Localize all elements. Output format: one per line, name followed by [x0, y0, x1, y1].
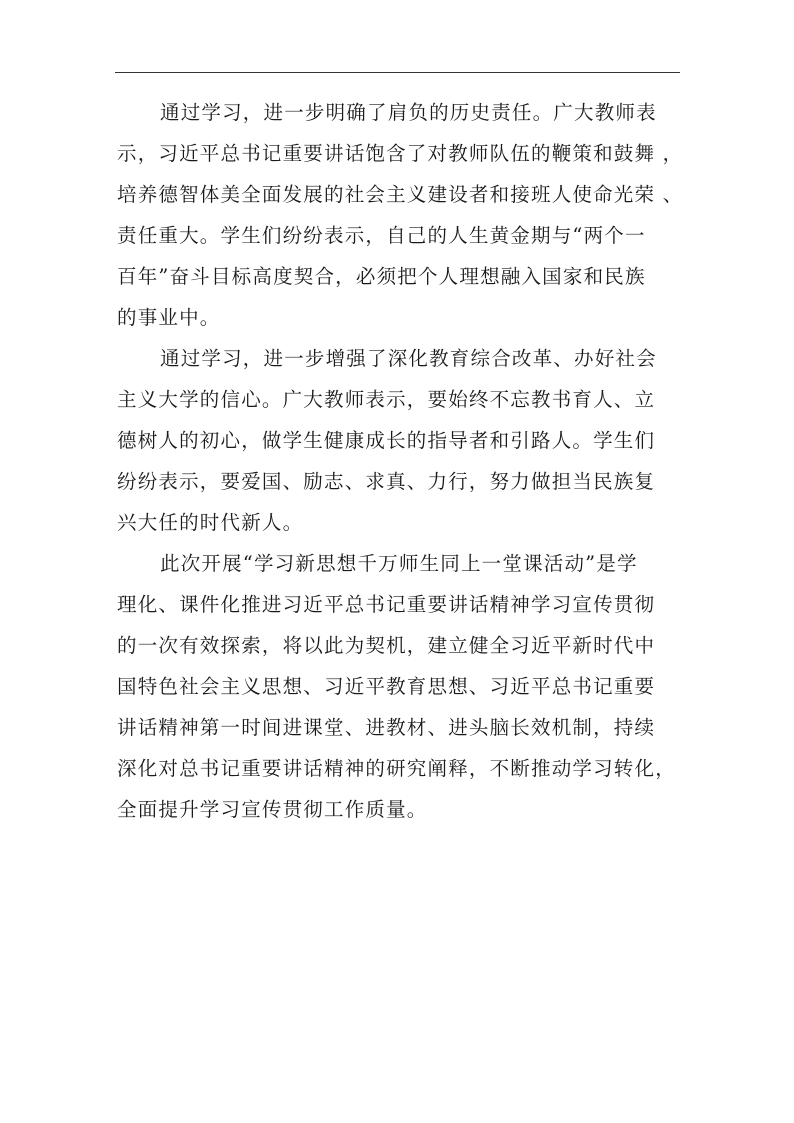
- text-line: 主义大学的信心。广大教师表示，要始终不忘教书育人、立: [117, 388, 656, 411]
- text-line: 全面提升学习宣传贯彻工作质量。: [117, 798, 428, 821]
- text-line: 理化、课件化推进习近平总书记重要讲话精神学习宣传贯彻: [117, 593, 656, 616]
- text-line: 国特色社会主义思想、习近平教育思想、习近平总书记重要: [117, 675, 656, 698]
- document-body: [117, 92, 717, 830]
- paragraph-3: [117, 543, 717, 830]
- text-line: 示，习近平总书记重要讲话饱含了对教师队伍的鞭策和鼓舞 ，: [117, 142, 684, 165]
- text-line: 通过学习，进一步增强了深化教育综合改革、办好社会: [160, 347, 657, 370]
- text-line: 的事业中。: [117, 306, 221, 329]
- text-line: 德树人的初心，做学生健康成长的指导者和引路人。学生们: [117, 429, 656, 452]
- text-line: 通过学习，进一步明确了肩负的历史责任。广大教师表: [160, 101, 657, 124]
- text-line: 责任重大。学生们纷纷表示，自己的人生黄金期与“两个一: [117, 224, 646, 247]
- text-line: 讲话精神第一时间进课堂、进教材、进头脑长效机制，持续: [117, 716, 656, 739]
- text-line: 培养德智体美全面发展的社会主义建设者和接班人使命光荣 、: [117, 183, 684, 206]
- header-rule: [115, 72, 680, 73]
- paragraph-1: [117, 92, 717, 338]
- text-line: 深化对总书记重要讲话精神的研究阐释，不断推动学习转化，: [117, 757, 676, 780]
- text-line: 的一次有效探索，将以此为契机，建立健全习近平新时代中: [117, 634, 656, 657]
- paragraph-2: [117, 338, 717, 543]
- text-line: 此次开展“学习新思想千万师生同上一堂课活动”是学: [160, 552, 638, 575]
- text-line: 百年”奋斗目标高度契合，必须把个人理想融入国家和民族: [117, 265, 646, 288]
- text-line: 纷纷表示，要爱国、励志、求真、力行，努力做担当民族复: [117, 470, 656, 493]
- text-line: 兴大任的时代新人。: [117, 511, 304, 534]
